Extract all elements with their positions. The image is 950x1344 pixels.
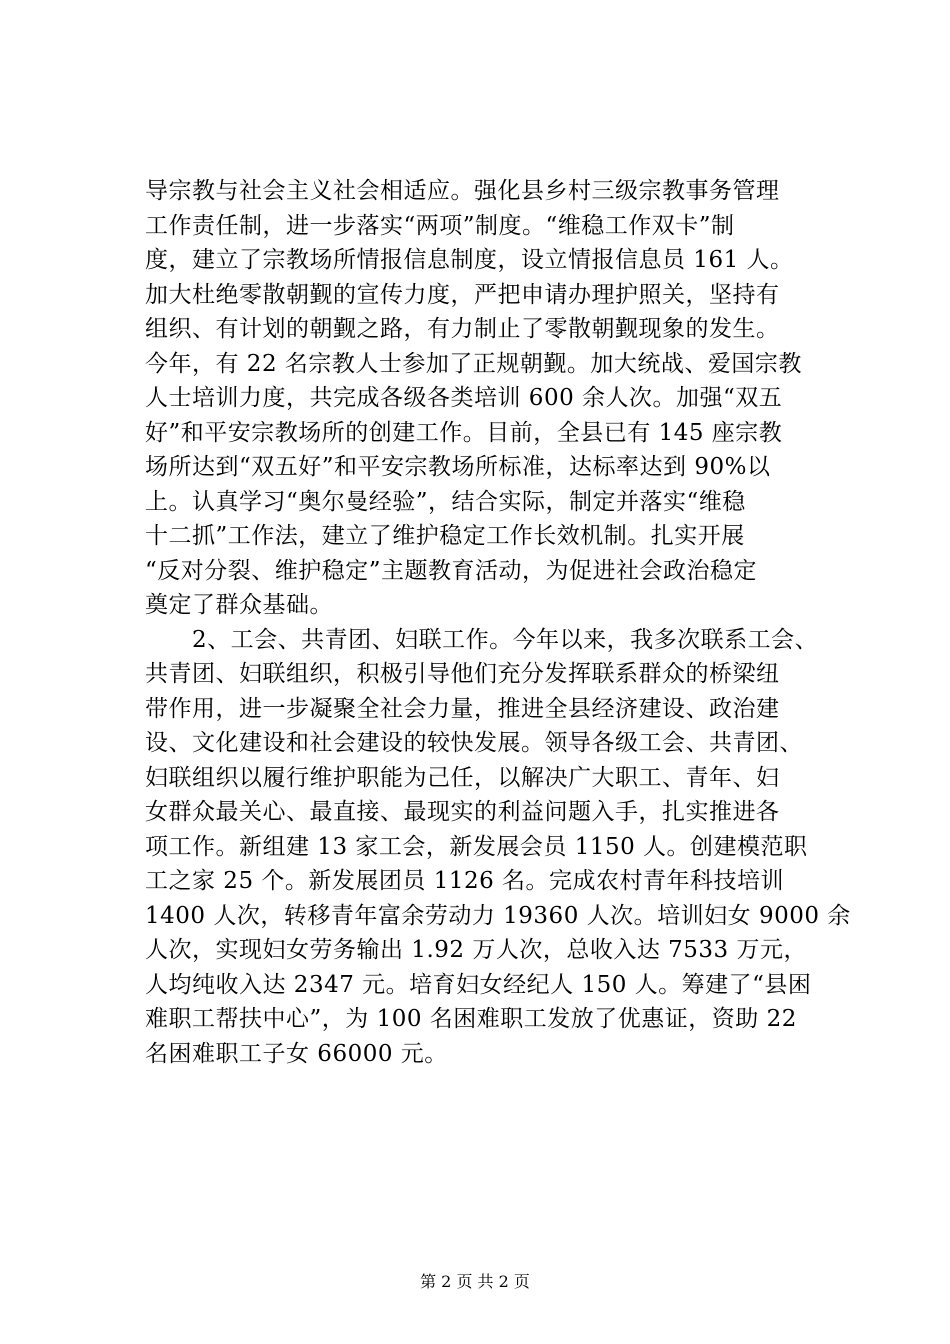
text-line: 场所达到“双五好”和平安宗教场所标准，达标率达到 90%以 — [145, 454, 771, 480]
text-line: 妇联组织以履行维护职能为己任，以解决广大职工、青年、妇 — [145, 764, 780, 791]
text-line: 奠定了群众基础。 — [145, 592, 333, 618]
text-line: 共青团、妇联组织，积极引导他们充分发挥联系群众的桥梁纽 — [145, 661, 780, 687]
text-line: 导宗教与社会主义社会相适应。强化县乡村三级宗教事务管理 — [145, 178, 780, 204]
text-line: 加大杜绝零散朝觐的宣传力度，严把申请办理护照关，坚持有 — [145, 281, 780, 308]
text-line: 2、工会、共青团、妇联工作。今年以来，我多次联系工会、 — [145, 626, 819, 653]
text-line: 难职工帮扶中心”，为 100 名困难职工发放了优惠证，资助 22 — [145, 1006, 797, 1032]
page-number-footer: 第 2 页 共 2 页 — [420, 1272, 530, 1291]
text-line: 今年，有 22 名宗教人士参加了正规朝觐。加大统战、爱国宗教 — [145, 350, 802, 377]
text-line: 人均纯收入达 2347 元。培育妇女经纪人 150 人。筹建了“县困 — [145, 971, 812, 998]
text-line: 工作责任制，进一步落实“两项”制度。“维稳工作双卡”制 — [145, 212, 735, 239]
text-line: “反对分裂、维护稳定”主题教育活动，为促进社会政治稳定 — [145, 557, 758, 584]
text-line: 女群众最关心、最直接、最现实的利益问题入手，扎实推进各 — [145, 799, 780, 825]
text-line: 度，建立了宗教场所情报信息制度，设立情报信息员 161 人。 — [145, 247, 794, 273]
text-line: 名困难职工子女 66000 元。 — [145, 1040, 448, 1067]
text-line: 组织、有计划的朝觐之路，有力制止了零散朝觐现象的发生。 — [145, 316, 780, 342]
text-line: 1400 人次，转移青年富余劳动力 19360 人次。培训妇女 9000 余 — [145, 902, 851, 929]
text-line: 十二抓”工作法，建立了维护稳定工作长效机制。扎实开展 — [145, 523, 745, 549]
text-line: 项工作。新组建 13 家工会，新发展会员 1150 人。创建模范职 — [145, 833, 808, 860]
text-line: 设、文化建设和社会建设的较快发展。领导各级工会、共青团、 — [145, 730, 803, 756]
body-text — [145, 174, 851, 1071]
text-line: 工之家 25 个。新发展团员 1126 名。完成农村青年科技培训 — [145, 868, 785, 894]
text-line: 好”和平安宗教场所的创建工作。目前，全县已有 145 座宗教 — [145, 419, 783, 446]
text-line: 人士培训力度，共完成各级各类培训 600 余人次。加强“双五 — [145, 385, 783, 411]
text-line: 上。认真学习“奥尔曼经验”，结合实际，制定并落实“维稳 — [145, 488, 746, 515]
text-line: 人次，实现妇女劳务输出 1.92 万人次，总收入达 7533 万元， — [145, 937, 807, 963]
text-line: 带作用，进一步凝聚全社会力量，推进全县经济建设、政治建 — [145, 695, 780, 722]
